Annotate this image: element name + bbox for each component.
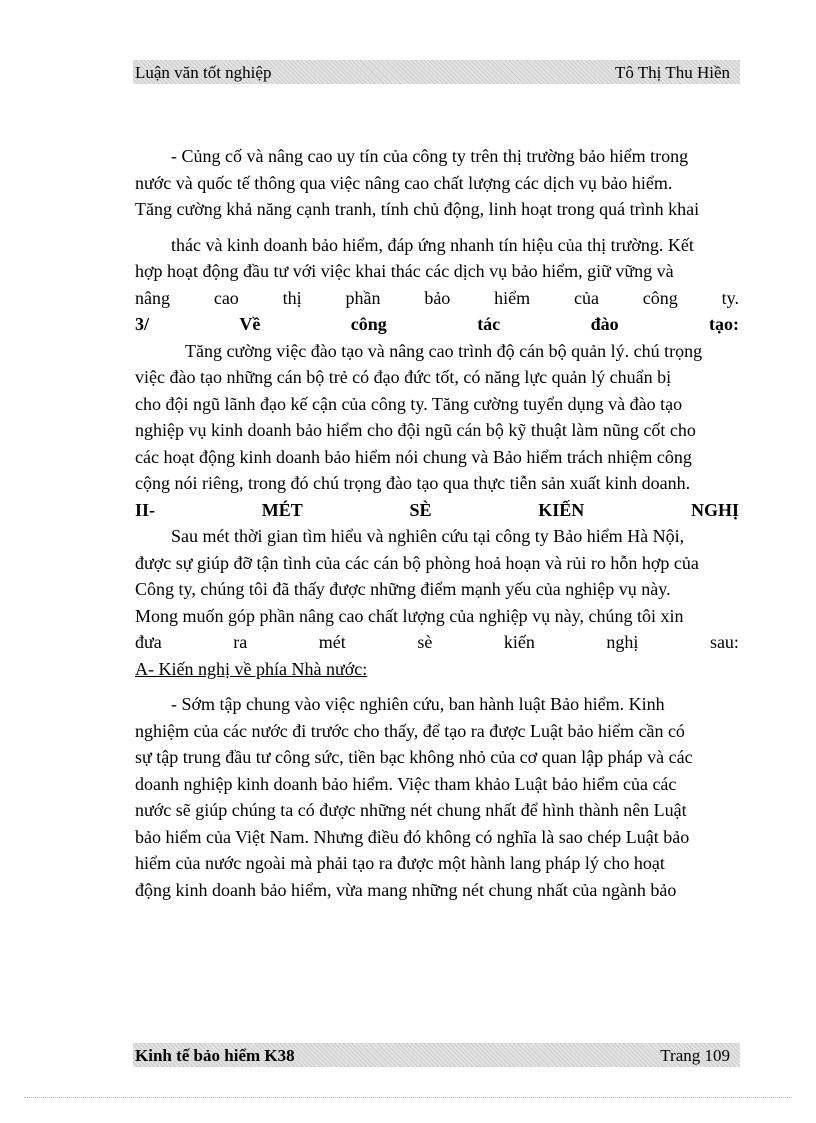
word: công <box>350 314 387 334</box>
word: NGHỊ <box>690 499 739 520</box>
paragraph-3 <box>135 338 739 497</box>
page-header <box>133 60 740 84</box>
paragraph-4 <box>135 523 739 656</box>
page-footer <box>133 1043 740 1067</box>
text-line: hợp hoạt động đầu tư với việc khai thác các dịch vụ bảo hiểm, giữ vững và <box>135 261 674 281</box>
footer-page-number: Trang 109 <box>660 1046 730 1065</box>
word: bảo <box>424 287 451 308</box>
word: đào <box>590 314 619 334</box>
word: sè <box>417 632 433 652</box>
text-line: cho đội ngũ lãnh đạo kế cận của công ty. Tăng cường tuyển dụng và đào tạo <box>135 393 683 414</box>
word: đưa <box>135 632 162 652</box>
word: phần <box>345 287 381 308</box>
word: thị <box>282 287 302 308</box>
word: nghị <box>606 632 639 652</box>
text-line: nghiệp vụ kinh doanh bảo hiểm cho đội ngũ cán bộ kỹ thuật làm nũng cốt cho <box>135 420 696 440</box>
text-line: doanh nghiệp kinh doanh bảo hiểm. Việc tham khảo Luật bảo hiểm của các <box>135 773 677 794</box>
text-line: sự tập trung đầu tư công sức, tiền bạc không nhỏ của cơ quan lập pháp và các <box>135 747 693 767</box>
text-line: thác và kinh doanh bảo hiểm, đáp ứng nhanh tín hiệu của thị trường. Kết <box>171 234 694 255</box>
page-bottom-divider <box>24 1097 792 1098</box>
text-line: Tăng cường việc đào tạo và nâng cao trình độ cán bộ quản lý. chú trọng <box>185 340 703 361</box>
header-author-name: Tô Thị Thu Hiền <box>614 63 730 82</box>
text-line: nghiệm của các nước đi trước cho thấy, để tạo ra được Luật bảo hiểm cần có <box>135 720 685 741</box>
justified-line <box>135 285 739 312</box>
paragraph-2 <box>135 232 739 312</box>
text-line: Mong muốn góp phần nâng cao chất lượng của nghiệp vụ này, chúng tôi xin <box>135 605 684 626</box>
word: KIẾN <box>538 499 585 520</box>
word: ra <box>233 632 248 652</box>
text-line: bảo hiểm của Việt Nam. Nhưng điều đó không có nghĩa là sao chép Luật bảo <box>135 826 690 847</box>
text-line: nước sẽ giúp chúng ta có được những nét chung nhất để hình thành nên Luật <box>135 800 687 820</box>
word: Về <box>239 314 261 334</box>
word: 3/ <box>135 314 150 334</box>
text-line: các hoạt động kinh doanh bảo hiểm nói chung và Bảo hiểm trách nhiệm công <box>135 446 692 467</box>
section-heading-2 <box>135 497 739 524</box>
word: tạo: <box>708 314 739 334</box>
word: của <box>573 287 599 308</box>
text-line: nước và quốc tế thông qua việc nâng cao chất lượng các dịch vụ bảo hiểm. <box>135 172 673 193</box>
text-line: - Củng cố và nâng cao uy tín của công ty trên thị trường bảo hiểm trong <box>171 146 689 166</box>
word: hiểm <box>494 287 531 308</box>
word: tác <box>477 314 501 334</box>
word: MÉT <box>261 499 303 520</box>
text-line: động kinh doanh bảo hiểm, vừa mang những nét chung nhất của ngành bảo <box>135 879 677 900</box>
text-line: được sự giúp đỡ tận tình của các cán bộ phòng hoả hoạn và rủi ro hỗn hợp của <box>135 552 699 573</box>
footer-course-name: Kinh tế bảo hiểm K38 <box>135 1046 295 1065</box>
section-heading-3 <box>135 311 739 338</box>
paragraph-1 <box>135 143 739 223</box>
word: sau: <box>709 632 739 652</box>
text-line: - Sớm tập chung vào việc nghiên cứu, ban hành luật Bảo hiểm. Kinh <box>171 694 665 714</box>
word: nâng <box>135 287 170 308</box>
word: cao <box>213 287 239 308</box>
page-body <box>135 143 739 903</box>
justified-line <box>135 629 739 656</box>
text-line: Tăng cường khả năng cạnh tranh, tính chủ động, linh hoạt trong quá trình khai <box>135 199 700 219</box>
word: mét <box>318 632 346 652</box>
word: công <box>642 287 678 308</box>
word: SÈ <box>409 499 432 520</box>
text-line: Sau mét thời gian tìm hiểu và nghiên cứu tại công ty Bảo hiểm Hà Nội, <box>171 526 685 546</box>
paragraph-5 <box>135 691 739 903</box>
text-line: việc đào tạo những cán bộ trẻ có đạo đức tốt, có năng lực quản lý chuẩn bị <box>135 367 672 387</box>
text-line: cộng nói riêng, trong đó chú trọng đào tạo qua thực tiễn sản xuất kinh doanh. <box>135 473 691 493</box>
word: kiến <box>503 632 535 652</box>
subheading-state-recommendations: A- Kiến nghị về phía Nhà nước: <box>135 658 368 679</box>
word: II- <box>135 499 156 520</box>
text-line: hiểm của nước ngoài mà phải tạo ra được một hành lang pháp lý cho hoạt <box>135 853 665 873</box>
header-thesis-title: Luận văn tốt nghiệp <box>135 63 272 82</box>
text-line: Công ty, chúng tôi đã thấy được những điểm mạnh yếu của nghiệp vụ này. <box>135 579 671 599</box>
word: ty. <box>721 287 739 308</box>
